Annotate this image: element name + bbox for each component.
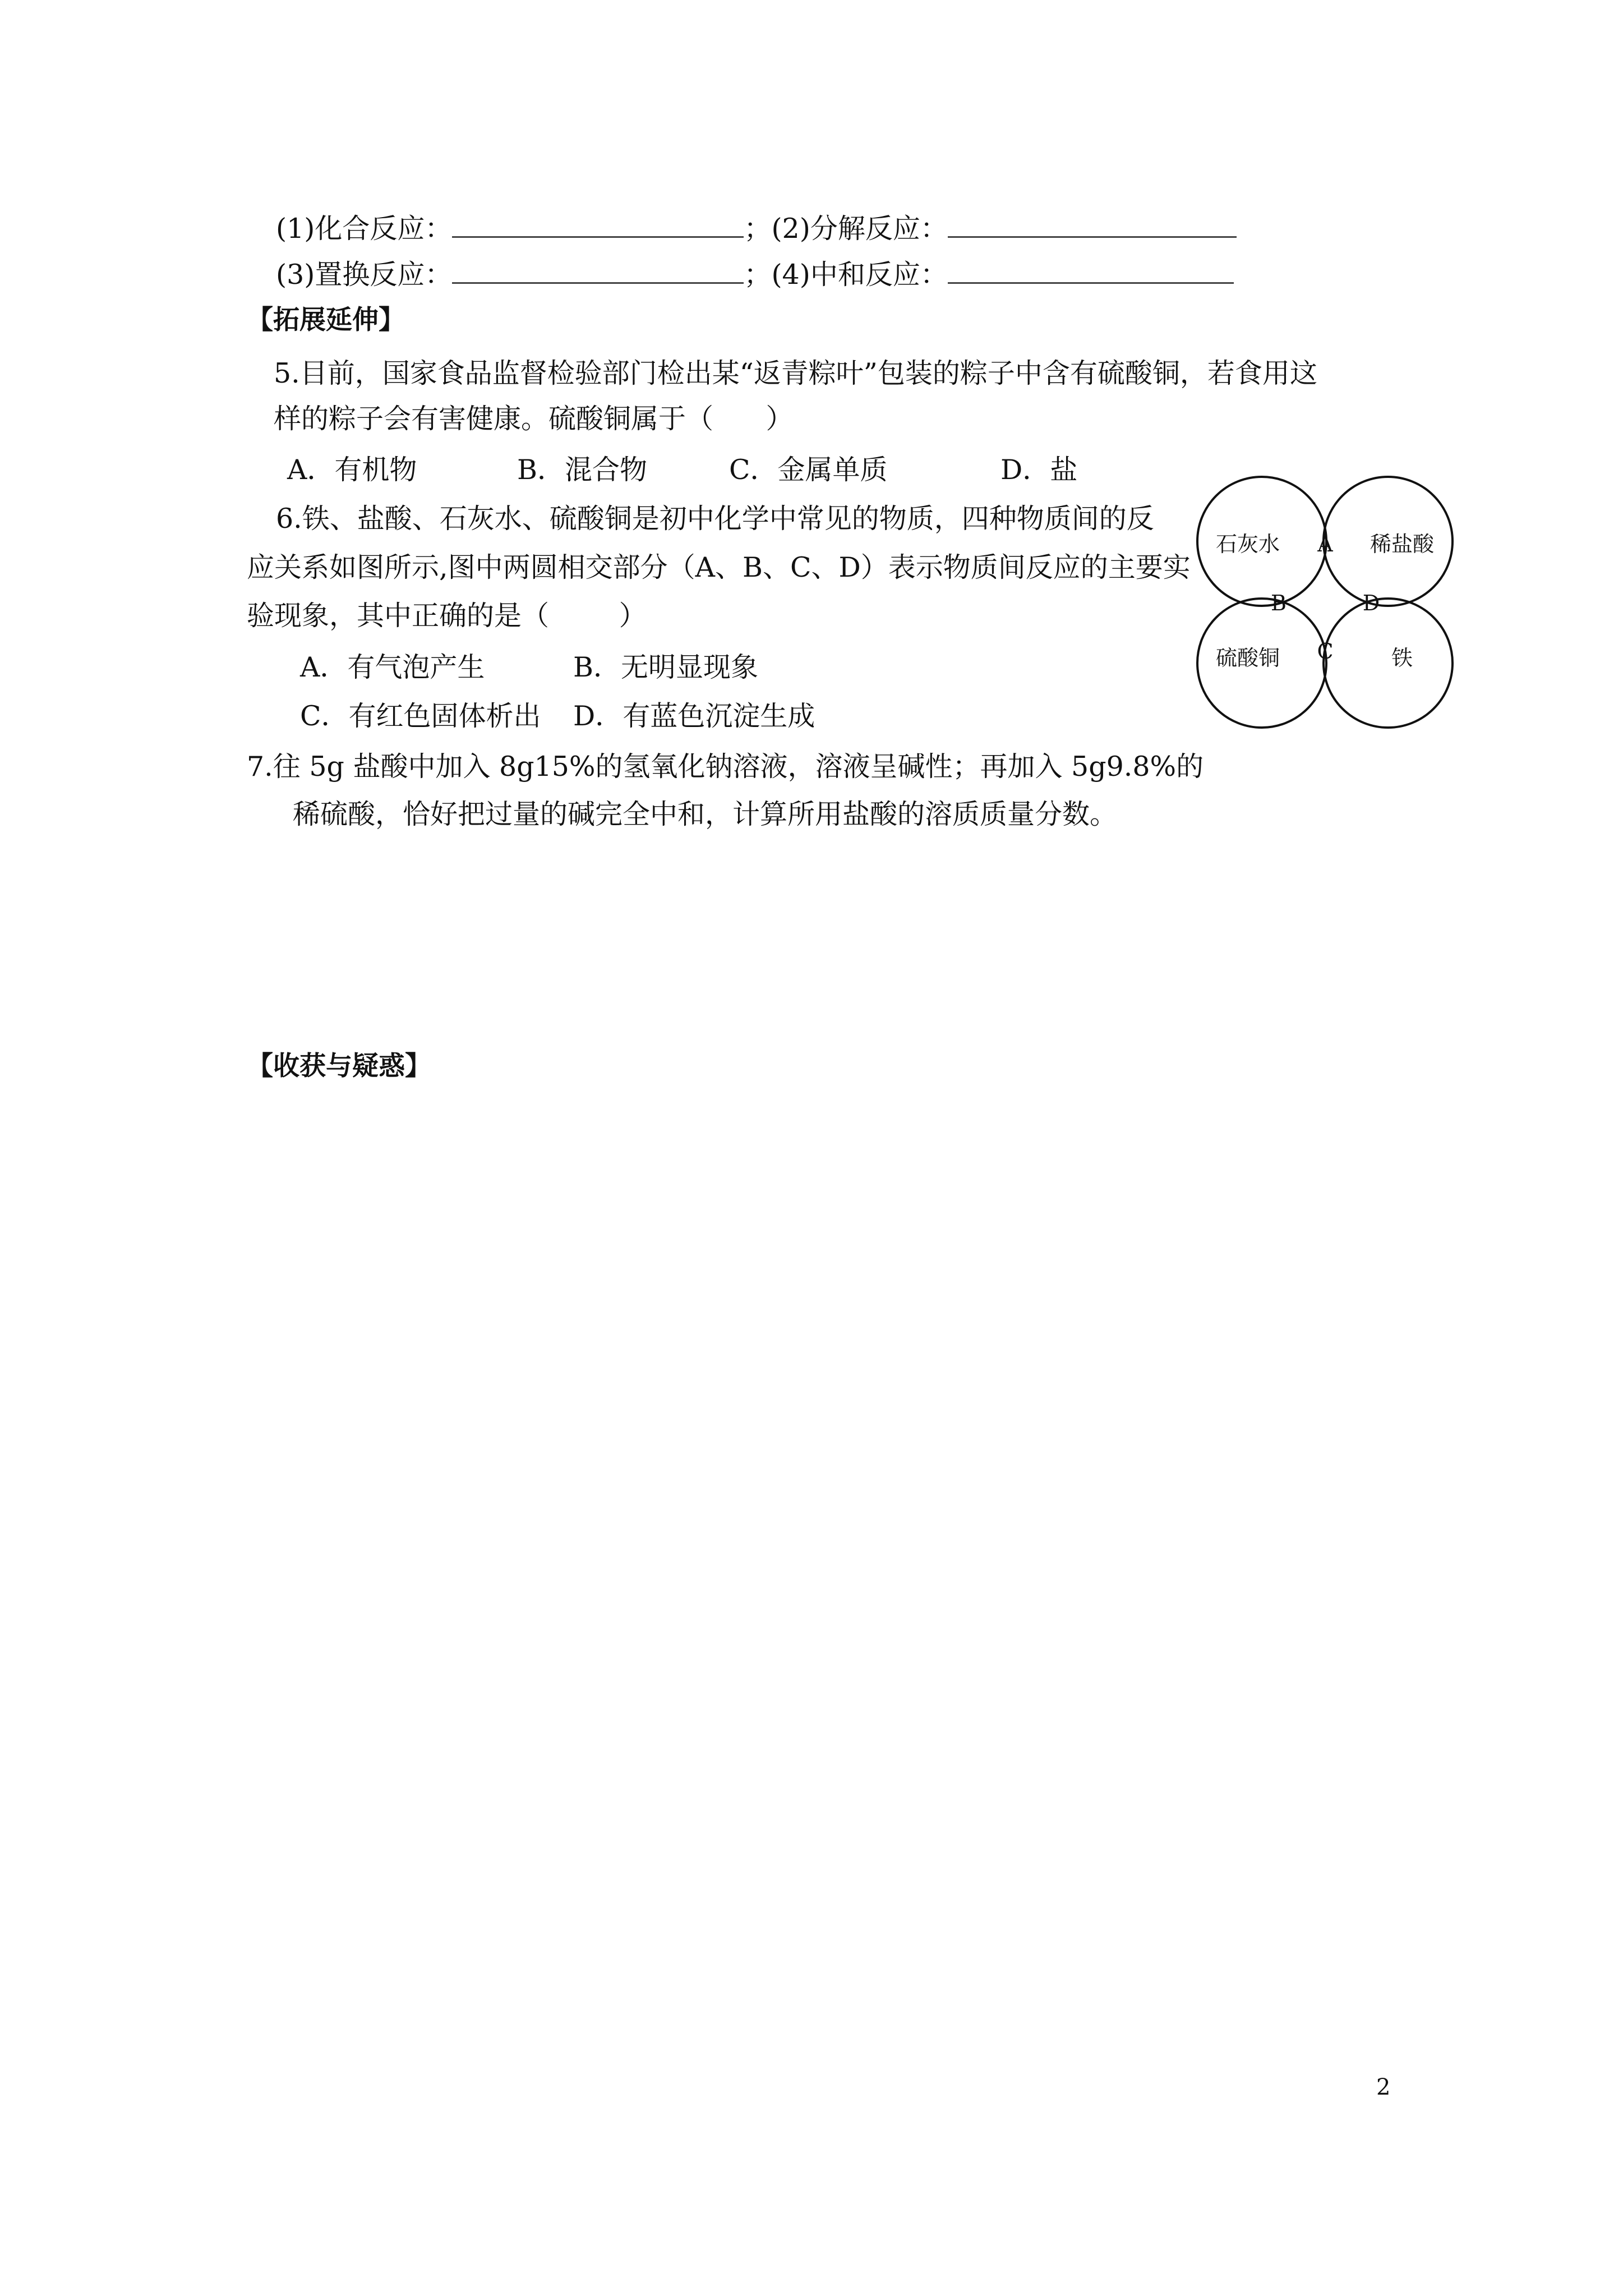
q6-option-b[interactable]: B．无明显现象 (573, 651, 759, 683)
separator: ； (744, 213, 772, 245)
fill-in-row-2 (276, 257, 1234, 292)
q5-option-d[interactable]: D．盐 (1000, 454, 1078, 486)
reaction-venn-diagram (1195, 471, 1458, 735)
q5-line-1: 5.目前，国家食品监督检验部门检出某“返青粽叶”包装的粽子中含有硫酸铜，若食用这 (274, 357, 1317, 389)
neutralization-label: (4)中和反应： (771, 259, 948, 291)
section-extension-heading: 【拓展延伸】 (247, 305, 405, 335)
q5-option-c[interactable]: C．金属单质 (729, 454, 888, 486)
q6-option-a[interactable]: A．有气泡产生 (300, 651, 485, 683)
decomposition-label: (2)分解反应： (771, 213, 948, 245)
fill-in-row-1 (276, 211, 1237, 246)
displacement-blank[interactable] (452, 257, 744, 284)
region-d: D (1362, 591, 1380, 615)
q6-line-2: 应关系如图所示,图中两圆相交部分（A、B、C、D）表示物质间反应的主要实 (247, 551, 1191, 583)
q5-option-b[interactable]: B．混合物 (517, 454, 648, 486)
label-iron: 铁 (1391, 646, 1413, 670)
label-dilute-hcl: 稀盐酸 (1370, 532, 1435, 556)
q5-option-a[interactable]: A．有机物 (287, 454, 417, 486)
q7-line-1: 7.往 5g 盐酸中加入 8g15%的氢氧化钠溶液，溶液呈碱性；再加入 5g9.8%的 (247, 751, 1204, 783)
page-number: 2 (1376, 2074, 1391, 2100)
q6-option-c[interactable]: C．有红色固体析出 (300, 700, 541, 732)
circle-iron (1324, 599, 1453, 728)
q7-line-2: 稀硫酸，恰好把过量的碱完全中和，计算所用盐酸的溶质质量分数。 (293, 798, 1118, 830)
synthesis-blank[interactable] (452, 211, 744, 238)
q5-line-2: 样的粽子会有害健康。硫酸铜属于（ ） (274, 403, 794, 435)
separator: ； (744, 259, 772, 291)
decomposition-blank[interactable] (948, 211, 1237, 238)
q6-option-d[interactable]: D．有蓝色沉淀生成 (573, 700, 815, 732)
q6-line-3: 验现象，其中正确的是（ ） (247, 600, 647, 632)
section-harvest-heading: 【收获与疑惑】 (247, 1051, 431, 1082)
q6-line-1: 6.铁、盐酸、石灰水、硫酸铜是初中化学中常见的物质，四种物质间的反 (276, 503, 1154, 535)
label-copper-sulfate: 硫酸铜 (1215, 646, 1280, 670)
region-a: A (1317, 532, 1333, 556)
region-c: C (1317, 639, 1334, 664)
neutralization-blank[interactable] (948, 257, 1234, 284)
region-b: B (1271, 591, 1287, 615)
synthesis-label: (1)化合反应： (276, 213, 453, 245)
displacement-label: (3)置换反应： (276, 259, 453, 291)
label-limewater: 石灰水 (1215, 532, 1280, 556)
